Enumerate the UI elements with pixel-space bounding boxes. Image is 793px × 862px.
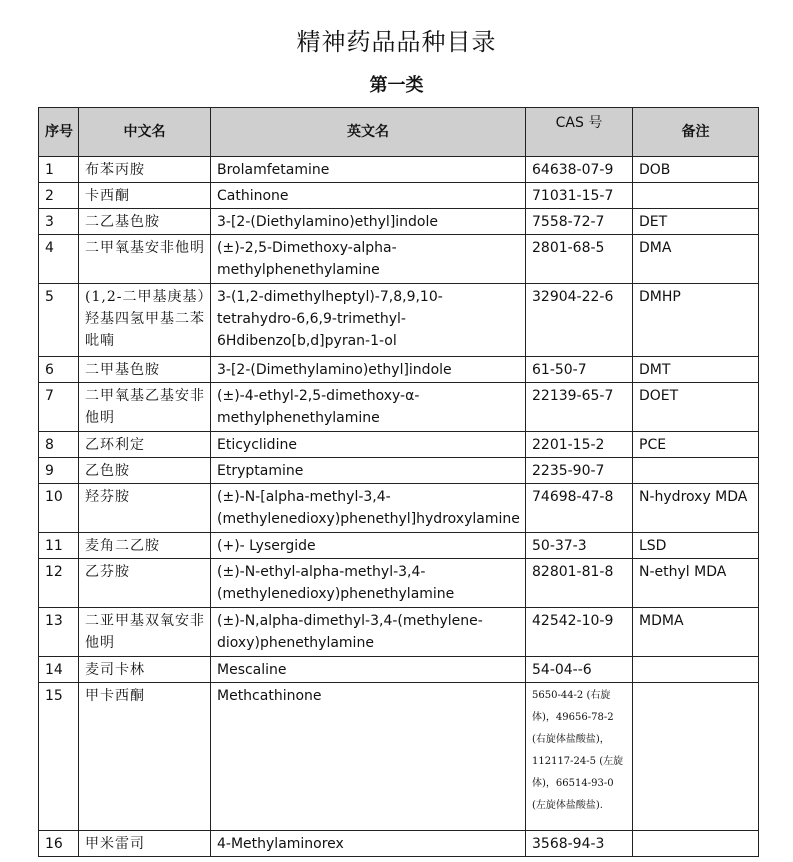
note-cell [633, 683, 759, 831]
table-row [39, 157, 759, 183]
note-cell: MDMA [633, 608, 759, 657]
cas-cell: 2801-68-5 [526, 235, 633, 284]
note-cell: DMT [633, 357, 759, 383]
english-name-cell: (±)-N-ethyl-alpha-methyl-3,4-(methylenedioxy)phenethylamine [211, 559, 526, 608]
row-number: 2 [39, 183, 79, 209]
table-row [39, 683, 759, 831]
chinese-name-cell: 二亚甲基双氧安非他明 [79, 608, 211, 657]
cas-cell: 54-04--6 [526, 657, 633, 683]
row-number: 13 [39, 608, 79, 657]
english-name-cell: (+)- Lysergide [211, 533, 526, 559]
table-row [39, 484, 759, 533]
english-name-cell: Brolamfetamine [211, 157, 526, 183]
cas-cell: 2235-90-7 [526, 458, 633, 484]
cas-cell: 7558-72-7 [526, 209, 633, 235]
row-number: 1 [39, 157, 79, 183]
note-cell: DOB [633, 157, 759, 183]
table-header-row [39, 108, 759, 157]
document-title: 精神药品品种目录 [296, 28, 497, 56]
note-cell: DMHP [633, 284, 759, 357]
chinese-name-cell: 二乙基色胺 [79, 209, 211, 235]
table-row [39, 458, 759, 484]
english-name-cell: Cathinone [211, 183, 526, 209]
cas-cell: 42542-10-9 [526, 608, 633, 657]
cas-cell: 3568-94-3 [526, 831, 633, 857]
english-name-cell: (±)-4-ethyl-2,5-dimethoxy-α-methylphenethylamine [211, 383, 526, 432]
chinese-name-cell: 乙芬胺 [79, 559, 211, 608]
chinese-name-cell: 乙环利定 [79, 432, 211, 458]
note-cell: LSD [633, 533, 759, 559]
cas-cell: 64638-07-9 [526, 157, 633, 183]
english-name-cell: Methcathinone [211, 683, 526, 831]
header-cas-number: CAS 号 [526, 108, 633, 157]
note-cell: N-ethyl MDA [633, 559, 759, 608]
row-number: 4 [39, 235, 79, 284]
english-name-cell: 3-[2-(Diethylamino)ethyl]indole [211, 209, 526, 235]
english-name-cell: Mescaline [211, 657, 526, 683]
chinese-name-cell: 甲卡西酮 [79, 683, 211, 831]
english-name-cell: 3-[2-(Dimethylamino)ethyl]indole [211, 357, 526, 383]
row-number: 7 [39, 383, 79, 432]
row-number: 3 [39, 209, 79, 235]
row-number: 10 [39, 484, 79, 533]
cas-cell: 50-37-3 [526, 533, 633, 559]
table-row [39, 357, 759, 383]
table-row [39, 284, 759, 357]
cas-cell: 22139-65-7 [526, 383, 633, 432]
cas-cell: 5650-44-2 (右旋体)，49656-78-2 (右旋体盐酸盐)，112117-24-5 (左旋体)，66514-93-0 (左旋体盐酸盐). [526, 683, 633, 831]
table-row [39, 235, 759, 284]
chinese-name-cell: 卡西酮 [79, 183, 211, 209]
cas-cell: 82801-81-8 [526, 559, 633, 608]
table-row [39, 657, 759, 683]
english-name-cell: 4-Methylaminorex [211, 831, 526, 857]
cas-cell: 61-50-7 [526, 357, 633, 383]
table-row [39, 183, 759, 209]
row-number: 14 [39, 657, 79, 683]
cas-cell: 71031-15-7 [526, 183, 633, 209]
english-name-cell: Etryptamine [211, 458, 526, 484]
row-number: 8 [39, 432, 79, 458]
chinese-name-cell: 麦角二乙胺 [79, 533, 211, 559]
chinese-name-cell: 二甲氧基安非他明 [79, 235, 211, 284]
row-number: 6 [39, 357, 79, 383]
english-name-cell: Eticyclidine [211, 432, 526, 458]
header-note: 备注 [633, 108, 759, 157]
english-name-cell: (±)-N-[alpha-methyl-3,4-(methylenedioxy)phenethyl]hydroxylamine [211, 484, 526, 533]
note-cell [633, 657, 759, 683]
chinese-name-cell: 乙色胺 [79, 458, 211, 484]
cas-cell: 74698-47-8 [526, 484, 633, 533]
row-number: 12 [39, 559, 79, 608]
chinese-name-cell: 二甲基色胺 [79, 357, 211, 383]
note-cell: N-hydroxy MDA [633, 484, 759, 533]
chinese-name-cell: 麦司卡林 [79, 657, 211, 683]
chinese-name-cell: 二甲氧基乙基安非他明 [79, 383, 211, 432]
english-name-cell: (±)-2,5-Dimethoxy-alpha-methylphenethylamine [211, 235, 526, 284]
note-cell: DMA [633, 235, 759, 284]
row-number: 5 [39, 284, 79, 357]
table-row [39, 831, 759, 857]
table-row [39, 533, 759, 559]
chinese-name-cell: (1,2-二甲基庚基）羟基四氢甲基二苯吡喃 [79, 284, 211, 357]
header-serial-number: 序号 [39, 108, 79, 157]
table-row [39, 432, 759, 458]
table-row [39, 383, 759, 432]
header-english-name: 英文名 [211, 108, 526, 157]
note-cell [633, 183, 759, 209]
note-cell: PCE [633, 432, 759, 458]
row-number: 16 [39, 831, 79, 857]
note-cell: DOET [633, 383, 759, 432]
note-cell [633, 831, 759, 857]
psychotropic-catalog-table [38, 107, 759, 857]
table-row [39, 608, 759, 657]
chinese-name-cell: 甲米雷司 [79, 831, 211, 857]
english-name-cell: (±)-N,alpha-dimethyl-3,4-(methylene-dioxy)phenethylamine [211, 608, 526, 657]
cas-cell: 2201-15-2 [526, 432, 633, 458]
row-number: 9 [39, 458, 79, 484]
note-cell: DET [633, 209, 759, 235]
chinese-name-cell: 布苯丙胺 [79, 157, 211, 183]
note-cell [633, 458, 759, 484]
document-subtitle: 第一类 [369, 75, 424, 96]
chinese-name-cell: 羟芬胺 [79, 484, 211, 533]
english-name-cell: 3-(1,2-dimethylheptyl)-7,8,9,10-tetrahydro-6,6,9-trimethyl-6Hdibenzo[b,d]pyran-1-ol [211, 284, 526, 357]
row-number: 15 [39, 683, 79, 831]
header-chinese-name: 中文名 [79, 108, 211, 157]
cas-cell: 32904-22-6 [526, 284, 633, 357]
table-row [39, 209, 759, 235]
row-number: 11 [39, 533, 79, 559]
table-row [39, 559, 759, 608]
